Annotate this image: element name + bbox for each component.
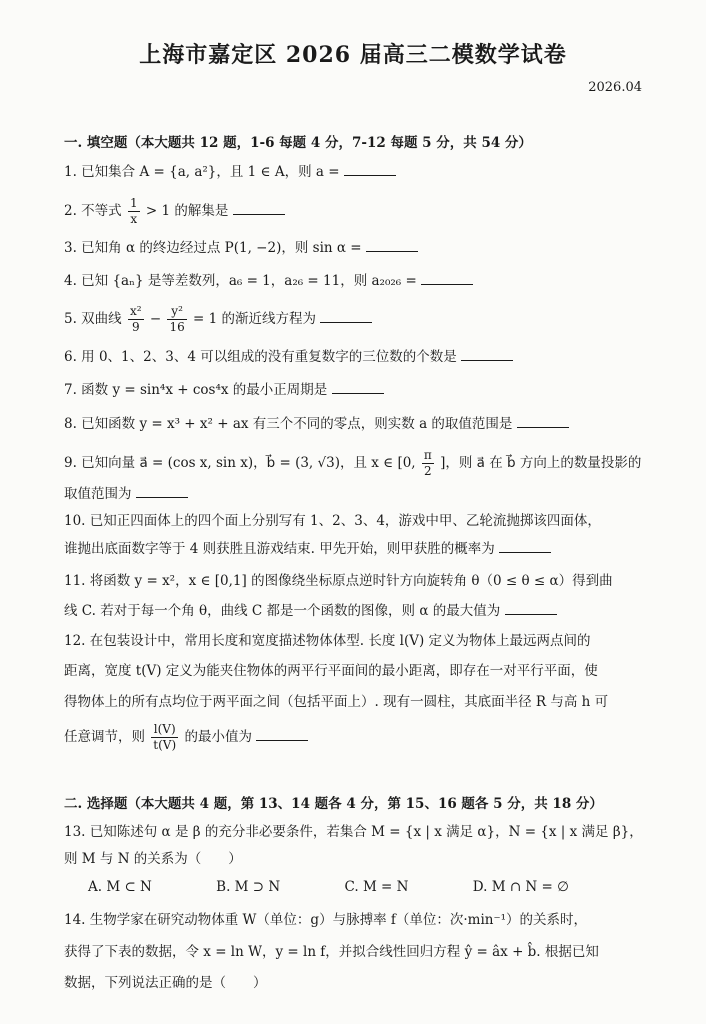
question-11-text: 11. 将函数 y = x²，x ∈ [0,1] 的图像绕坐标原点逆时针方向旋转角 θ（0 ≤ θ ≤ α）得到曲 [64,573,613,589]
question-1 [64,162,654,182]
section-1-heading: 一. 填空题（本大题共 12 题，1-6 每题 4 分，7-12 每题 5 分，共 54 分） [64,135,532,151]
answer-blank [344,163,396,176]
question-12-prefix: 任意调节，则 [64,729,145,745]
question-9-prefix: 9. 已知向量 a⃗ = (cos x, sin x)，b⃗ = (3, √3)，且 x ∈ [0, [64,455,416,471]
fraction-numerator: x² [129,304,142,318]
question-8-text: 8. 已知函数 y = x³ + x² + ax 有三个不同的零点，则实数 a 的取值范围是 [64,416,513,432]
question-9-suffix: ]，则 a⃗ 在 b⃗ 方向上的数量投影的 [440,455,642,471]
fraction-denominator: 2 [424,464,432,478]
question-12-text: 距离，宽度 t(V) 定义为能夹住物体的两平行平面间的最小距离，即存在一对平行平面，使 [64,663,598,679]
choice-b: B. M ⊃ N [216,879,281,895]
question-11-text: 线 C. 若对于每一个角 θ，曲线 C 都是一个函数的图像，则 α 的最大值为 [64,603,501,619]
answer-blank [320,310,372,323]
answer-blank [421,272,473,285]
answer-blank [461,348,513,361]
question-10-text: 谁抛出底面数字等于 4 则获胜且游戏结束. 甲先开始，则甲获胜的概率为 [64,541,495,557]
question-10 [64,511,654,531]
choice-a: A. M ⊂ N [88,879,152,895]
answer-blank [332,381,384,394]
question-1-text: 1. 已知集合 A = {a, a²}，且 1 ∈ A，则 a = [64,164,340,180]
question-11 [64,571,654,591]
question-5 [64,304,654,335]
fraction-numerator: l(V) [151,722,178,738]
question-12-suffix: 的最小值为 [184,729,252,745]
question-2 [64,196,654,227]
answer-blank [505,602,557,615]
question-14-line-2 [64,942,654,962]
exam-date: 2026.04 [588,80,642,95]
question-2-suffix: > 1 的解集是 [145,203,229,219]
question-9 [64,448,654,479]
question-13-text: 13. 已知陈述句 α 是 β 的充分非必要条件，若集合 M = {x | x 满足 α}，N = {x | x 满足 β}， [64,824,643,840]
question-12-text: 12. 在包装设计中，常用长度和宽度描述物体体型. 长度 l(V) 定义为物体上最远两点间的 [64,633,591,649]
answer-blank [366,239,418,252]
question-5-suffix: = 1 的渐近线方程为 [193,311,317,327]
fraction [151,722,178,753]
fraction-numerator: 1 [129,196,138,210]
question-6-text: 6. 用 0、1、2、3、4 可以组成的没有重复数字的三位数的个数是 [64,349,457,365]
answer-blank [136,485,188,498]
question-14-text: 获得了下表的数据，令 x = ln W，y = ln f，并拟合线性回归方程 ŷ = âx + b̂. 根据已知 [64,944,599,960]
question-12-line-4 [64,722,654,753]
fraction-denominator: 16 [169,320,185,334]
question-14-text: 数据，下列说法正确的是（ ） [64,975,267,991]
question-14-line-3 [64,973,654,993]
question-12 [64,631,654,651]
answer-blank [233,202,285,215]
question-14-text: 14. 生物学家在研究动物体重 W（单位：g）与脉搏率 f（单位：次·min⁻¹）的关系时， [64,912,587,928]
question-8 [64,414,654,434]
question-10-text: 10. 已知正四面体上的四个面上分别写有 1、2、3、4，游戏中甲、乙轮流抛掷该四面体， [64,513,601,529]
question-13-choices [88,879,629,895]
question-10-line-2 [64,539,654,559]
answer-blank [517,415,569,428]
question-3 [64,238,654,258]
question-13 [64,822,654,842]
fraction-numerator: y² [167,304,186,320]
fraction [128,196,140,227]
answer-blank [256,728,308,741]
section-2-heading: 二. 选择题（本大题共 4 题，第 13、14 题各 4 分，第 15、16 题各 5 分，共 18 分） [64,796,603,812]
question-5-prefix: 5. 双曲线 [64,311,122,327]
question-12-line-3 [64,692,654,712]
fraction-denominator: 9 [131,320,140,334]
fraction-numerator: π [423,448,432,462]
question-9-text: 取值范围为 [64,486,132,502]
question-6 [64,347,654,367]
fraction-denominator: x [130,212,138,226]
question-3-text: 3. 已知角 α 的终边经过点 P(1, −2)，则 sin α = [64,240,362,256]
question-12-line-2 [64,661,654,681]
question-13-line-2 [64,849,654,869]
question-13-text: 则 M 与 N 的关系为（ ） [64,851,242,867]
question-2-prefix: 2. 不等式 [64,203,122,219]
question-7 [64,380,654,400]
question-4-text: 4. 已知 {aₙ} 是等差数列，a₆ = 1，a₂₆ = 11，则 a₂₀₂₆ = [64,273,417,289]
question-11-line-2 [64,601,654,621]
question-4 [64,271,654,291]
question-7-text: 7. 函数 y = sin⁴x + cos⁴x 的最小正周期是 [64,382,328,398]
answer-blank [499,540,551,553]
choice-d: D. M ∩ N = ∅ [472,879,569,895]
fraction [167,304,186,335]
fraction-denominator: t(V) [153,738,177,752]
choice-c: C. M = N [344,879,409,895]
question-14 [64,910,654,930]
fraction [128,304,144,335]
exam-title: 上海市嘉定区 2026 届高三二模数学试卷 [139,42,567,68]
question-9-line-2 [64,484,654,504]
fraction [422,448,434,479]
minus-sign: − [149,311,162,327]
question-12-text: 得物体上的所有点均位于两平面之间（包括平面上）. 现有一圆柱，其底面半径 R 与高 h 可 [64,694,609,710]
